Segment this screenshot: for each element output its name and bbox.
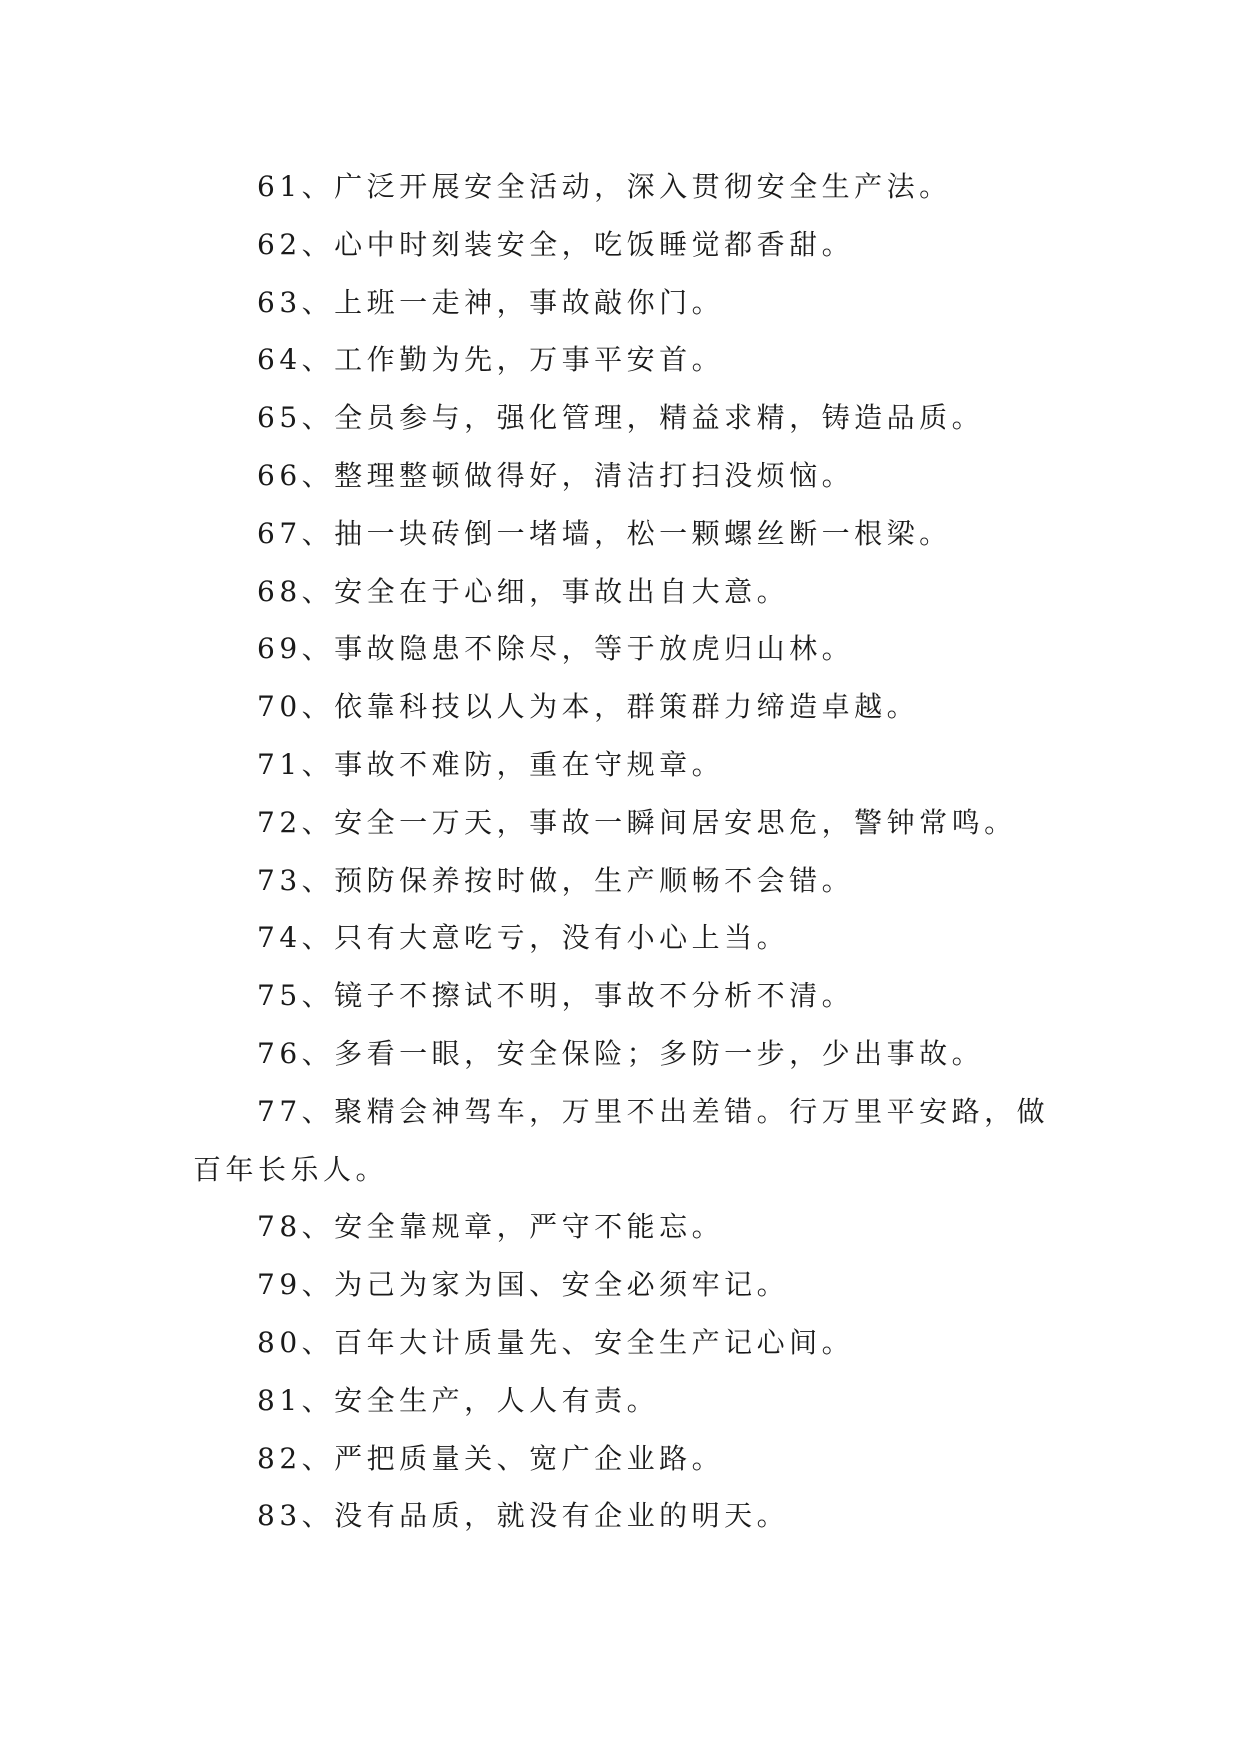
list-item: 65、全员参与，强化管理，精益求精，铸造品质。 bbox=[257, 401, 985, 435]
list-item: 66、整理整顿做得好，清洁打扫没烦恼。 bbox=[257, 458, 855, 492]
list-item: 77、聚精会神驾车，万里不出差错。行万里平安路，做百年长乐人。 bbox=[193, 1094, 1050, 1186]
list-item: 61、广泛开展安全活动，深入贯彻安全生产法。 bbox=[257, 170, 952, 203]
list-item: 76、多看一眼，安全保险；多防一步，少出事故。 bbox=[257, 1036, 985, 1070]
list-item: 72、安全一万天，事故一瞬间居安思危，警钟常鸣。 bbox=[257, 805, 1017, 839]
document-body bbox=[193, 158, 1053, 1545]
list-item: 74、只有大意吃亏，没有小心上当。 bbox=[257, 921, 790, 955]
list-item: 83、没有品质，就没有企业的明天。 bbox=[257, 1499, 790, 1533]
list-item: 75、镜子不擦试不明，事故不分析不清。 bbox=[257, 979, 855, 1013]
list-item: 80、百年大计质量先、安全生产记心间。 bbox=[257, 1325, 855, 1359]
list-item: 69、事故隐患不除尽，等于放虎归山林。 bbox=[257, 632, 855, 666]
list-item: 68、安全在于心细，事故出自大意。 bbox=[257, 574, 790, 608]
list-item: 81、安全生产，人人有责。 bbox=[257, 1383, 660, 1417]
list-item: 67、抽一块砖倒一堵墙，松一颗螺丝断一根梁。 bbox=[257, 516, 952, 550]
list-item: 62、心中时刻装安全，吃饭睡觉都香甜。 bbox=[257, 227, 855, 261]
list-item: 64、工作勤为先，万事平安首。 bbox=[257, 343, 725, 377]
list-item: 63、上班一走神，事故敲你门。 bbox=[257, 285, 725, 319]
list-item: 79、为己为家为国、安全必须牢记。 bbox=[257, 1268, 790, 1302]
list-item: 73、预防保养按时做，生产顺畅不会错。 bbox=[257, 863, 855, 897]
list-item: 71、事故不难防，重在守规章。 bbox=[257, 747, 725, 781]
list-item: 82、严把质量关、宽广企业路。 bbox=[257, 1441, 725, 1475]
list-item: 78、安全靠规章，严守不能忘。 bbox=[257, 1210, 725, 1244]
list-item: 70、依靠科技以人为本，群策群力缔造卓越。 bbox=[257, 690, 920, 724]
